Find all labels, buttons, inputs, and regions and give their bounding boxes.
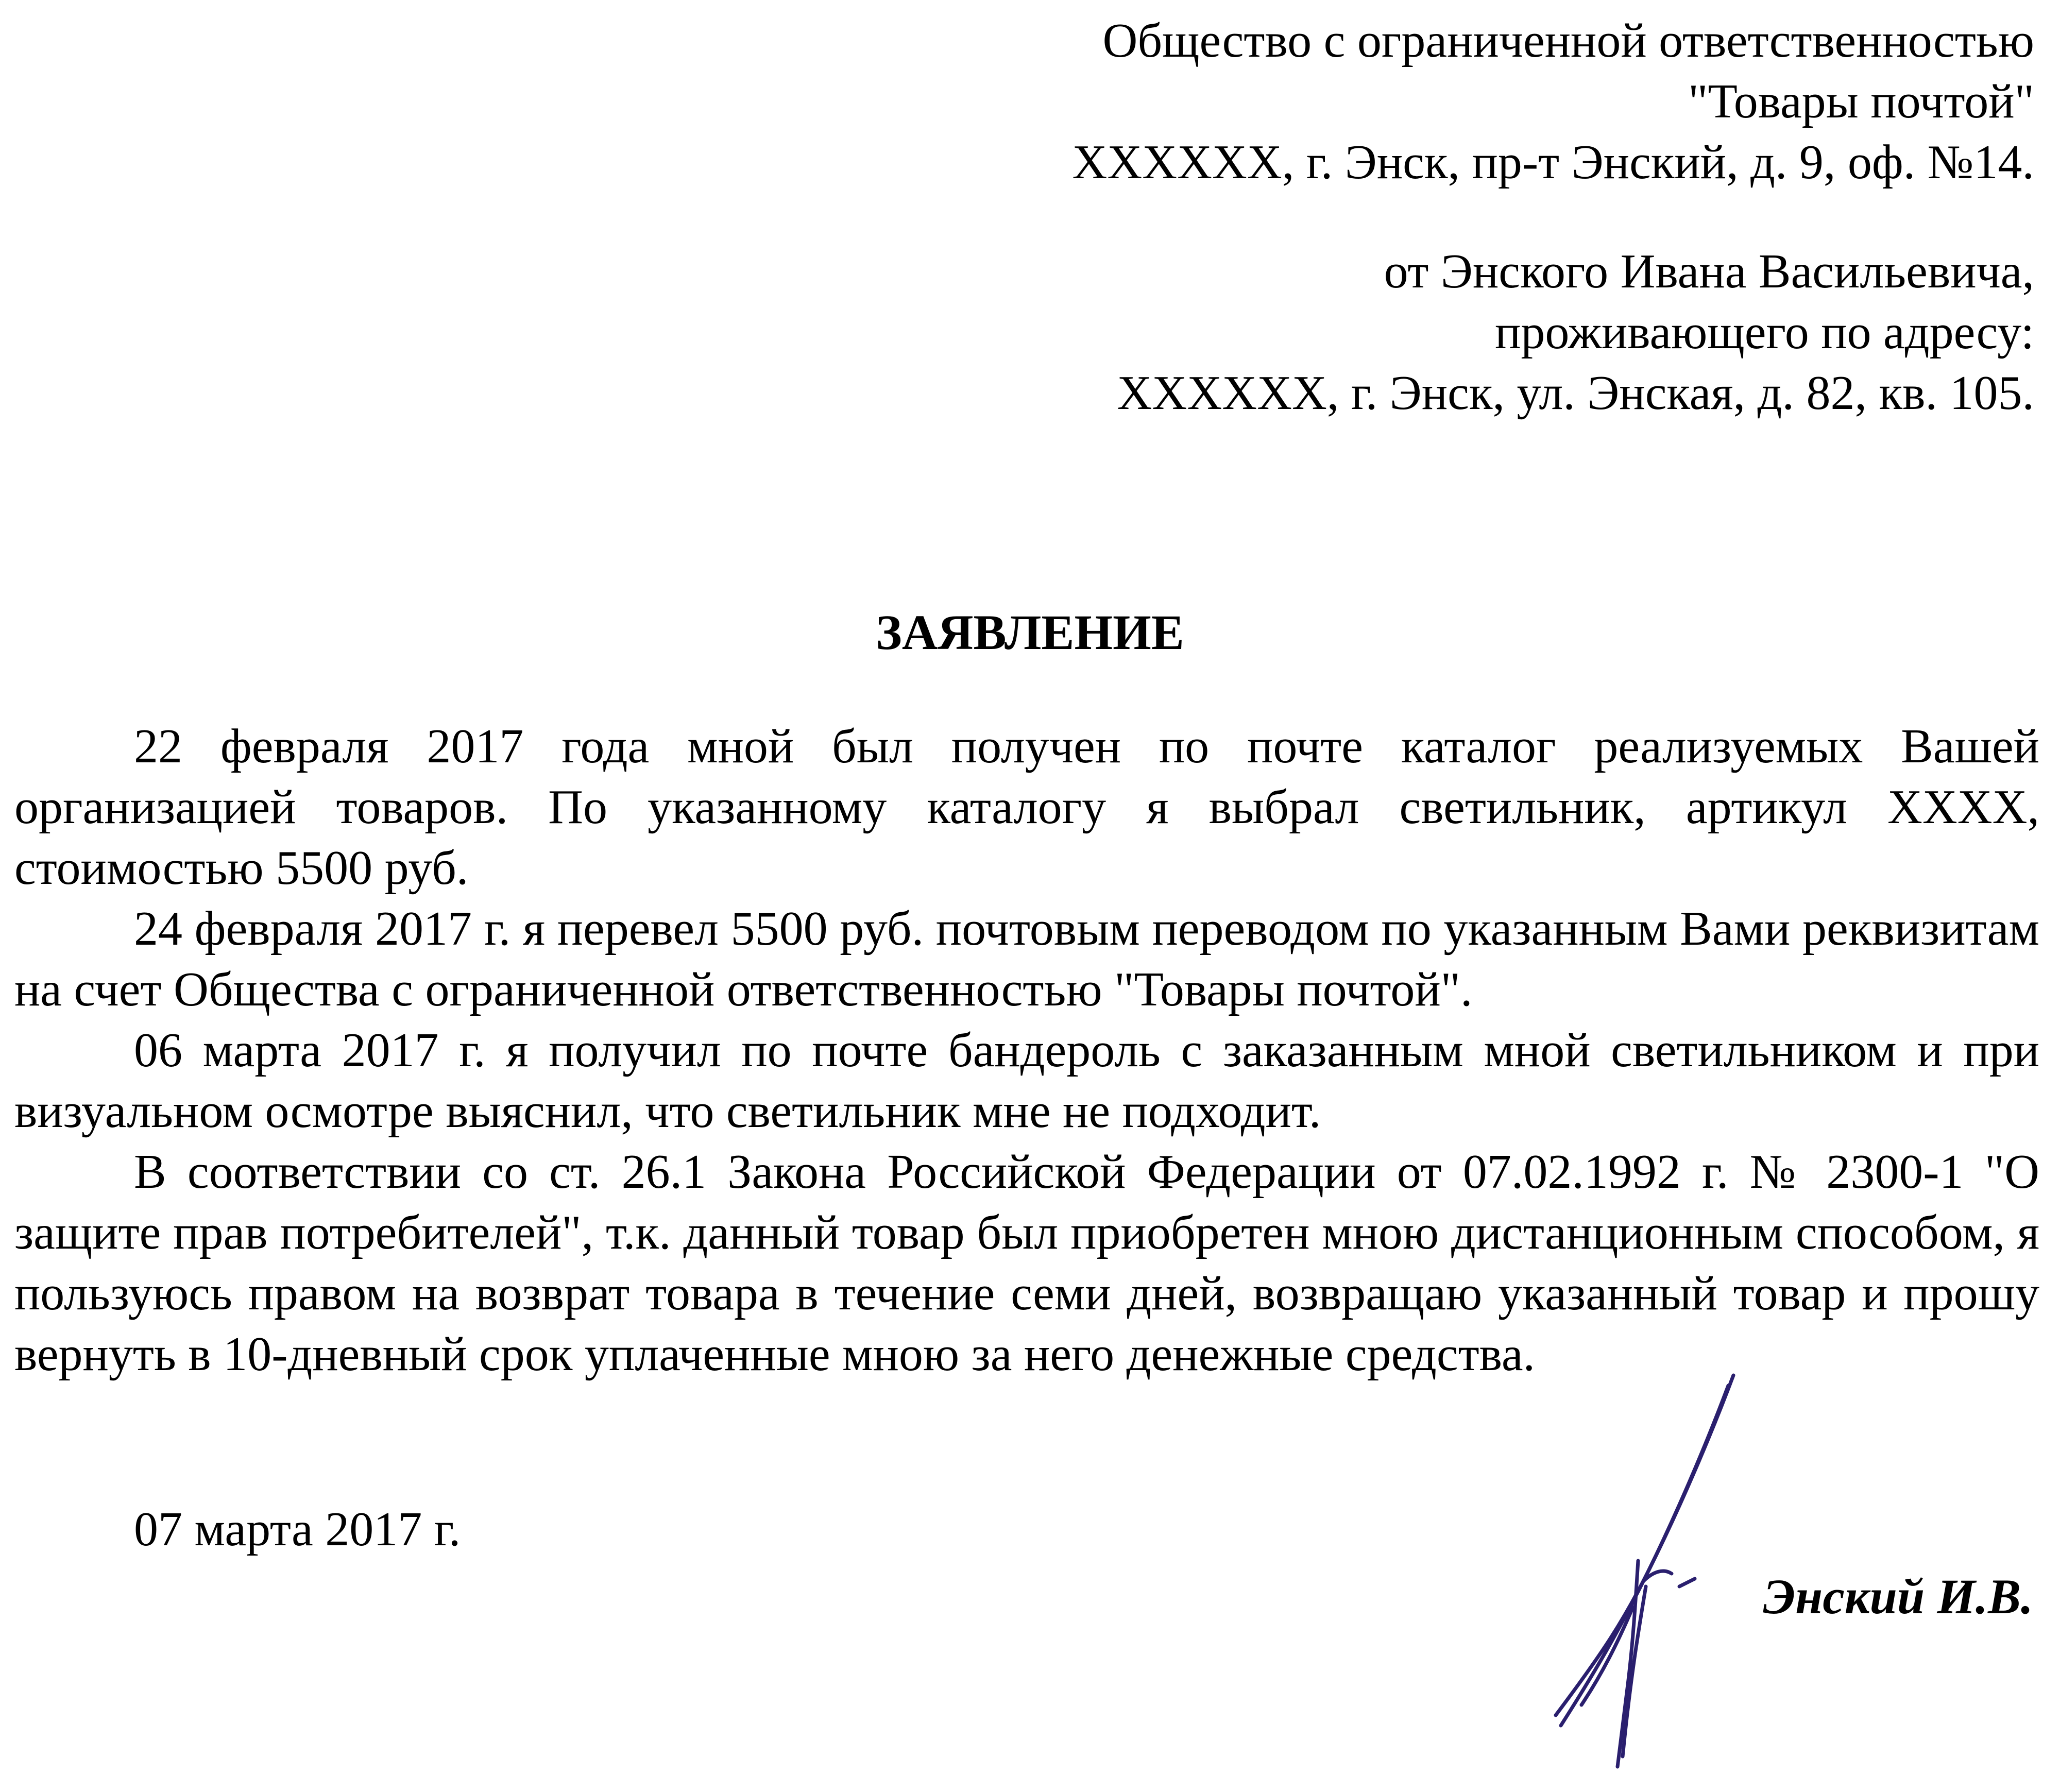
sender-name: от Энского Ивана Васильевича, <box>1384 245 2034 298</box>
body-paragraph: 22 февраля 2017 года мной был получен по почте каталог реализуемых Вашей организацией товаров. По указанному каталогу я выбрал светильник, артикул XXXX, стоимостью 5500 руб. <box>14 720 2039 895</box>
sender-address: XXXXXX, г. Энск, ул. Энская, д. 82, кв. 105. <box>1117 366 2034 420</box>
body-paragraph: 24 февраля 2017 г. я перевел 5500 руб. почтовым переводом по указанным Вами реквизитам на счет Общества с ограниченной ответственностью "Товары почтой". <box>14 902 2039 1016</box>
recipient-org-name: "Товары почтой" <box>1688 75 2034 128</box>
recipient-address: XXXXXX, г. Энск, пр-т Энский, д. 9, оф. №14. <box>1072 135 2034 189</box>
body-paragraph: 06 марта 2017 г. я получил по почте бандероль с заказанным мной светильником и при визуальном осмотре выяснил, что светильник мне не подходит. <box>14 1023 2039 1138</box>
handwritten-signature-icon <box>1525 1365 1741 1777</box>
sender-address-label: проживающего по адресу: <box>1495 305 2034 359</box>
recipient-block <box>1072 10 2034 193</box>
signature-name: Энский И.В. <box>1763 1569 2033 1624</box>
document-title: ЗАЯВЛЕНИЕ <box>876 605 1184 660</box>
document-body <box>14 716 2039 1385</box>
sender-block <box>1117 241 2034 423</box>
body-paragraph: В соответствии со ст. 26.1 Закона Российской Федерации от 07.02.1992 г. № 2300-1 "О защите прав потребителей", т.к. данный товар был приобретен мною дистанционным способом, я пользуюсь правом на возврат товара в течение семи дней, возвращаю указанный товар и прошу вернуть в 10-дневный срок уплаченные мною за него денежные средства. <box>14 1145 2039 1381</box>
recipient-org-line: Общество с ограниченной ответственностью <box>1102 14 2034 67</box>
document-date: 07 марта 2017 г. <box>134 1503 461 1556</box>
